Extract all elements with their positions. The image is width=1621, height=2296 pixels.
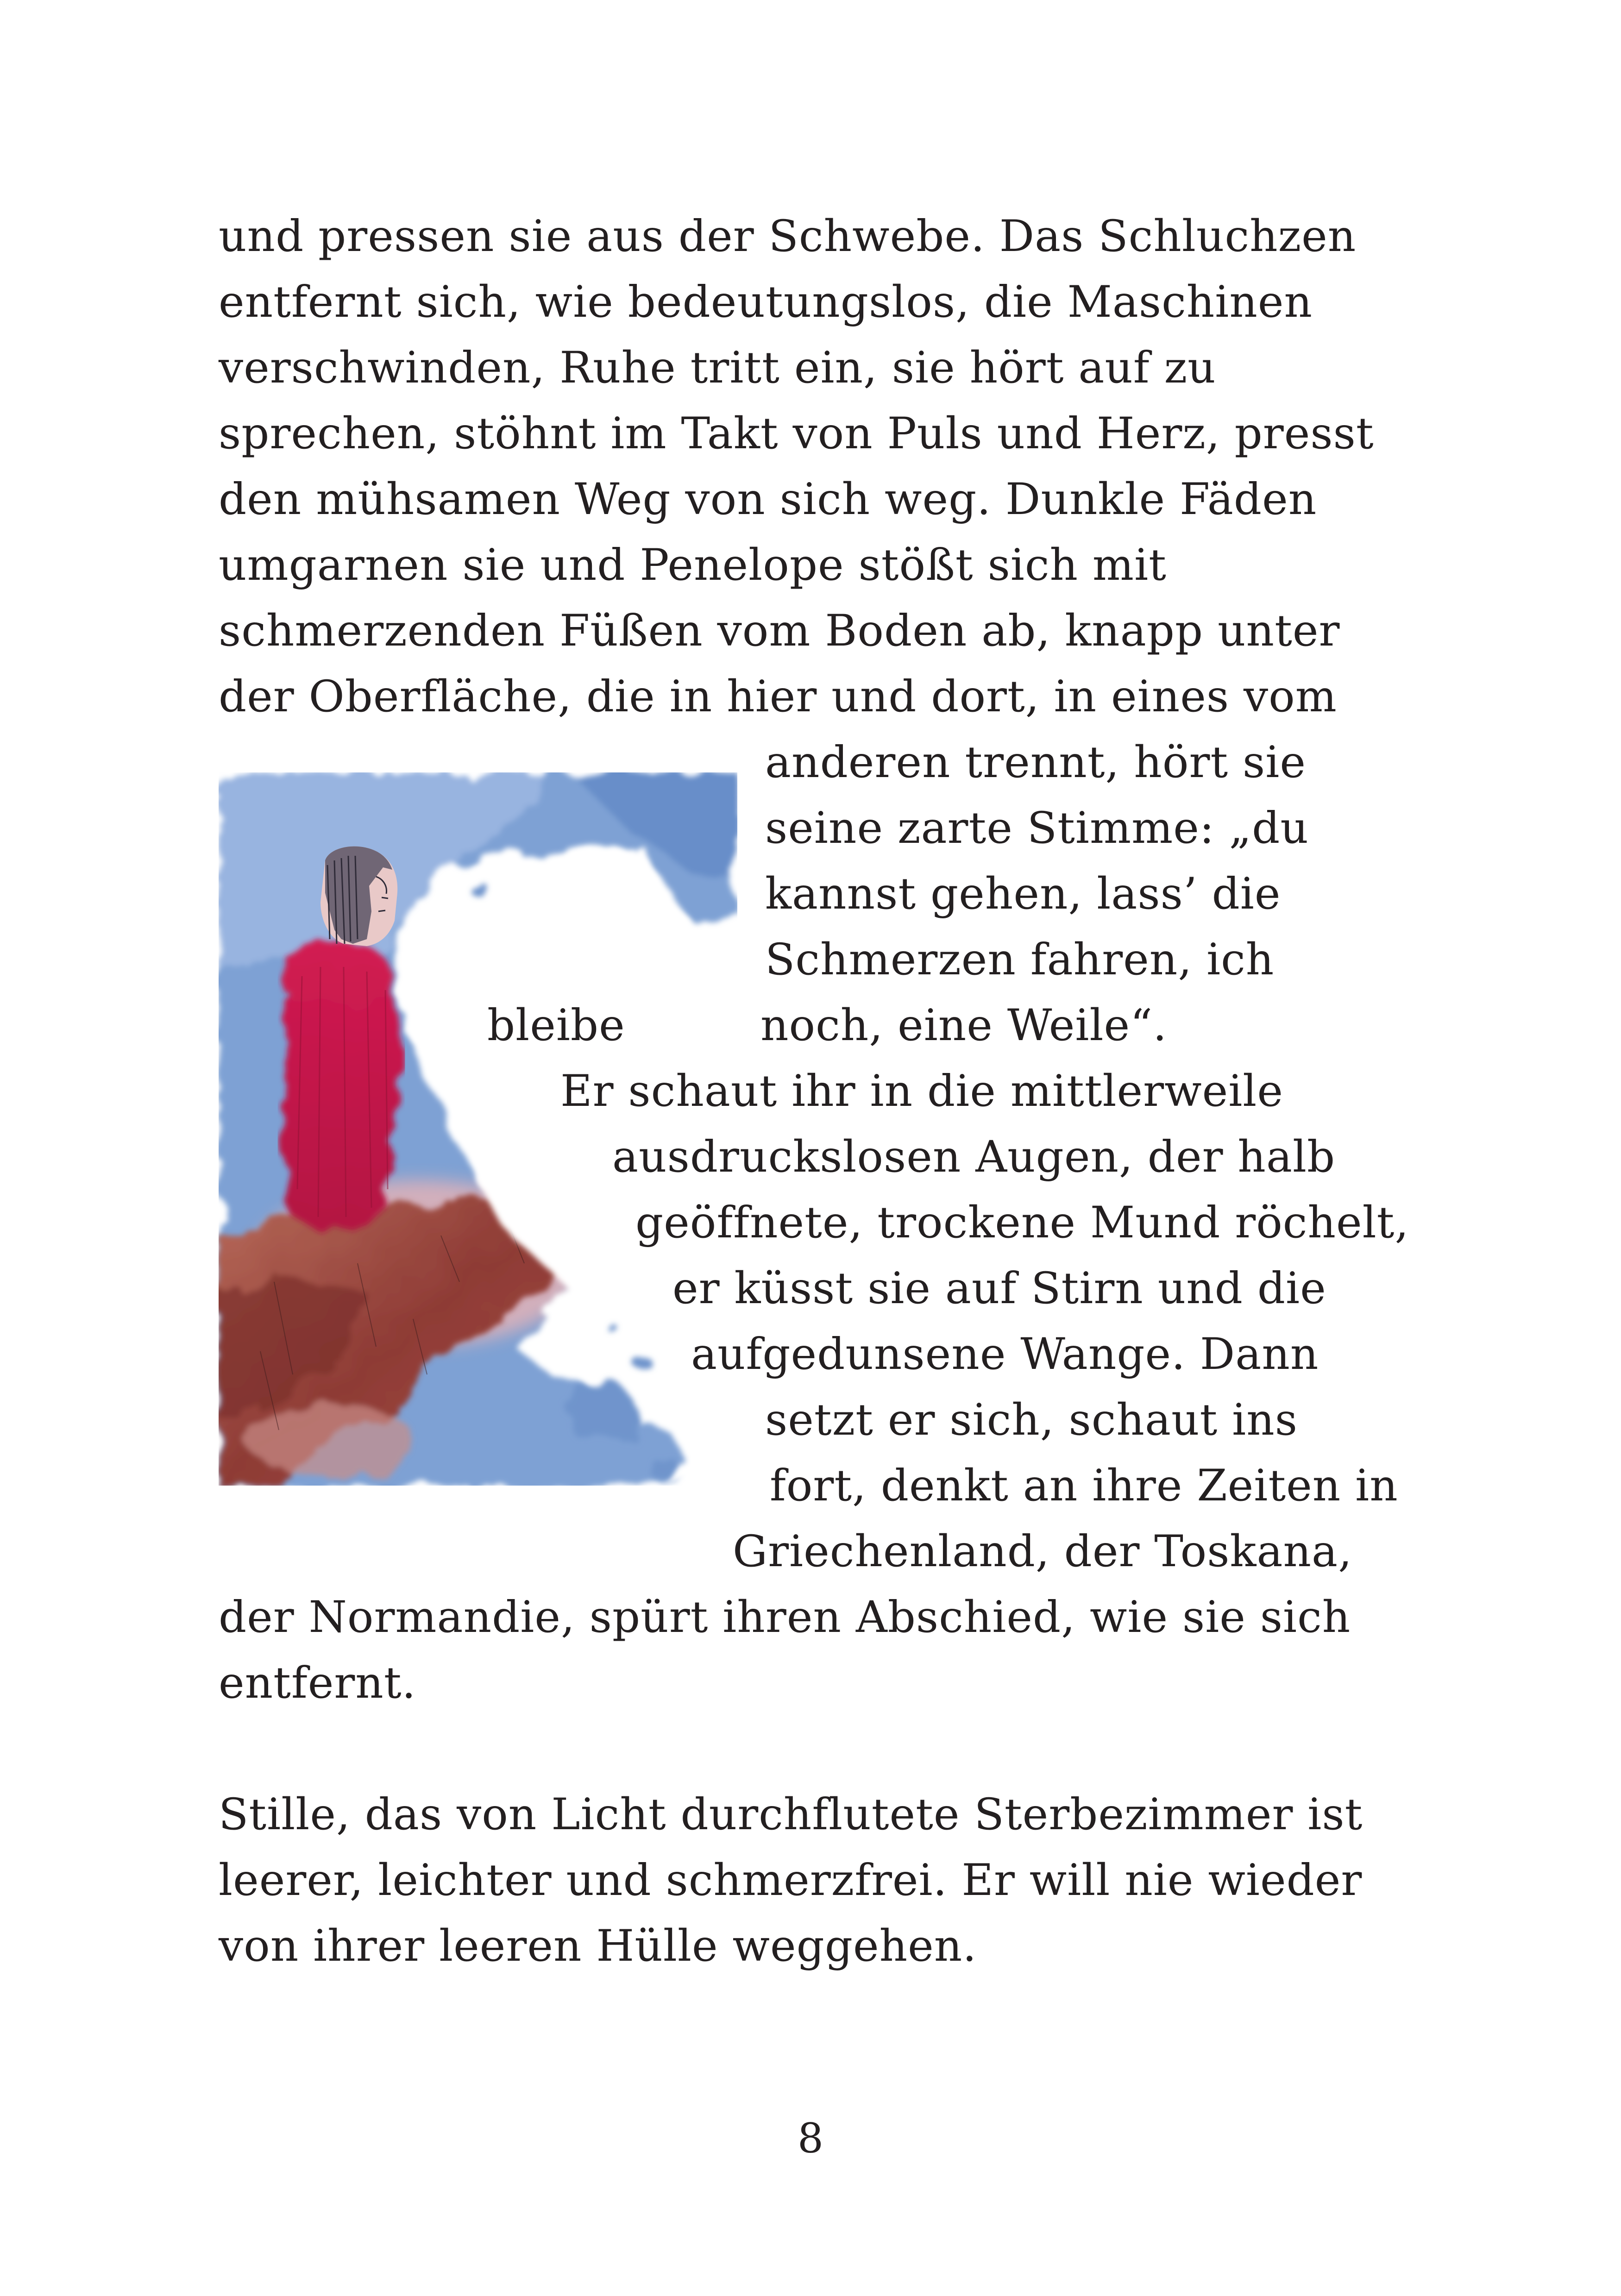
figure-in-red-robe: [283, 939, 399, 1231]
text-line: den mühsamen Weg von sich weg. Dunkle Fäden: [219, 474, 1317, 525]
text-line: Stille, das von Licht durchflutete Sterbezimmer ist: [219, 1789, 1363, 1840]
text-line: Er schaut ihr in die mittlerweile: [560, 1066, 1283, 1117]
text-line: ausdruckslosen Augen, der halb: [612, 1132, 1336, 1182]
page-number: 8: [798, 2114, 823, 2162]
text-line: setzt er sich, schaut ins: [765, 1395, 1298, 1445]
text-line: sprechen, stöhnt im Takt von Puls und Herz, presst: [219, 408, 1374, 459]
text-line: seine zarte Stimme: „du: [765, 803, 1309, 853]
text-line: verschwinden, Ruhe tritt ein, sie hört auf zu: [219, 343, 1216, 393]
text-line: Schmerzen fahren, ich: [765, 935, 1275, 985]
text-line: noch, eine Weile“.: [760, 1000, 1168, 1051]
text-line: Griechenland, der Toskana,: [733, 1526, 1352, 1577]
text-line: umgarnen sie und Penelope stößt sich mit: [219, 540, 1167, 590]
text-line: fort, denkt an ihre Zeiten in: [770, 1461, 1398, 1511]
text-line: leerer, leichter und schmerzfrei. Er will nie wieder: [219, 1855, 1363, 1906]
figure-head: [320, 847, 397, 946]
text-line: er küsst sie auf Stirn und die: [672, 1263, 1326, 1314]
text-line: anderen trennt, hört sie: [765, 737, 1306, 788]
text-line: der Normandie, spürt ihren Abschied, wie sie sich: [219, 1592, 1351, 1643]
text-line: geöffnete, trockene Mund röchelt,: [635, 1198, 1409, 1248]
text-line: schmerzenden Füßen vom Boden ab, knapp unter: [219, 606, 1340, 656]
text-line: von ihrer leeren Hülle weggehen.: [219, 1921, 977, 1971]
text-line: entfernt sich, wie bedeutungslos, die Maschinen: [219, 277, 1313, 327]
text-line: aufgedunsene Wange. Dann: [691, 1329, 1319, 1380]
text-line: und pressen sie aus der Schwebe. Das Schluchzen: [219, 211, 1357, 262]
text-line: kannst gehen, lass’ die: [765, 869, 1281, 919]
text-line: der Oberfläche, die in hier und dort, in eines vom: [219, 671, 1337, 722]
text-line: bleibe: [487, 1000, 625, 1051]
text-line: entfernt.: [219, 1658, 416, 1708]
